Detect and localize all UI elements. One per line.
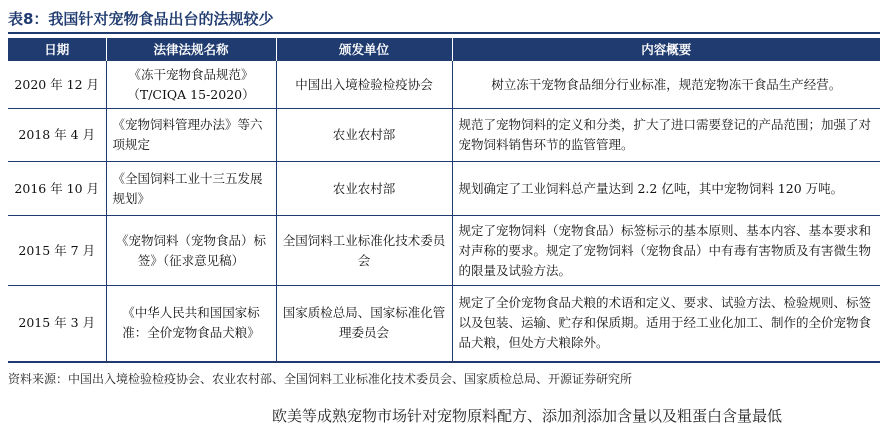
- cell-date: 2015 年 3 月: [8, 286, 106, 362]
- cell-issuer: 全国饲料工业标准化技术委员会: [276, 216, 452, 286]
- cell-date: 2016 年 10 月: [8, 162, 106, 216]
- cell-summary: 规定了全价宠物食品犬粮的术语和定义、要求、试验方法、检验规则、标签以及包装、运输、贮存和保质期。适用于经工业化加工、制作的全价宠物食品犬粮，但处方犬粮除外。: [452, 286, 880, 362]
- header-summary: 内容概要: [452, 38, 880, 61]
- cell-issuer: 农业农村部: [276, 109, 452, 162]
- cell-summary: 规范了宠物饲料的定义和分类，扩大了进口需要登记的产品范围；加强了对宠物饲料销售环节的监管管理。: [452, 109, 880, 162]
- cell-date: 2015 年 7 月: [8, 216, 106, 286]
- cell-summary: 规划确定了工业饲料总产量达到 2.2 亿吨，其中宠物饲料 120 万吨。: [452, 162, 880, 216]
- cell-name: 《全国饲料工业十三五发展规划》: [106, 162, 276, 216]
- cell-name: 《中华人民共和国国家标准：全价宠物食品犬粮》: [106, 286, 276, 362]
- cell-name: 《宠物饲料管理办法》等六项规定: [106, 109, 276, 162]
- table-row: [8, 61, 880, 109]
- cell-summary: 规定了宠物饲料（宠物食品）标签标示的基本原则、基本内容、基本要求和对声称的要求。规定了宠物饲料（宠物食品）中有毒有害物质及有害微生物的限量及试验方法。: [452, 216, 880, 286]
- table-row: [8, 109, 880, 162]
- cell-name: 《冻干宠物食品规范》（T/CIQA 15-2020）: [106, 61, 276, 109]
- table-header-row: [8, 38, 880, 61]
- header-name: 法律法规名称: [106, 38, 276, 61]
- regulations-table: [8, 38, 880, 363]
- cell-date: 2018 年 4 月: [8, 109, 106, 162]
- table-caption: 表8：我国针对宠物食品出台的法规较少: [8, 6, 880, 34]
- cell-issuer: 中国出入境检验检疫协会: [276, 61, 452, 109]
- header-issuer: 颁发单位: [276, 38, 452, 61]
- table-row: [8, 162, 880, 216]
- table-row: [8, 216, 880, 286]
- source-note: 资料来源：中国出入境检验检疫协会、农业农村部、全国饲料工业标准化技术委员会、国家质检总局、开源证券研究所: [8, 372, 633, 386]
- body-paragraph: 欧美等成熟宠物市场针对宠物原料配方、添加剂添加含量以及粗蛋白含量最低: [272, 407, 783, 425]
- cell-name: 《宠物饲料（宠物食品）标签》（征求意见稿）: [106, 216, 276, 286]
- cell-date: 2020 年 12 月: [8, 61, 106, 109]
- header-date: 日期: [8, 38, 106, 61]
- cell-issuer: 国家质检总局、国家标准化管理委员会: [276, 286, 452, 362]
- cell-summary: 树立冻干宠物食品细分行业标准，规范宠物冻干食品生产经营。: [452, 61, 880, 109]
- table-row: [8, 286, 880, 362]
- cell-issuer: 农业农村部: [276, 162, 452, 216]
